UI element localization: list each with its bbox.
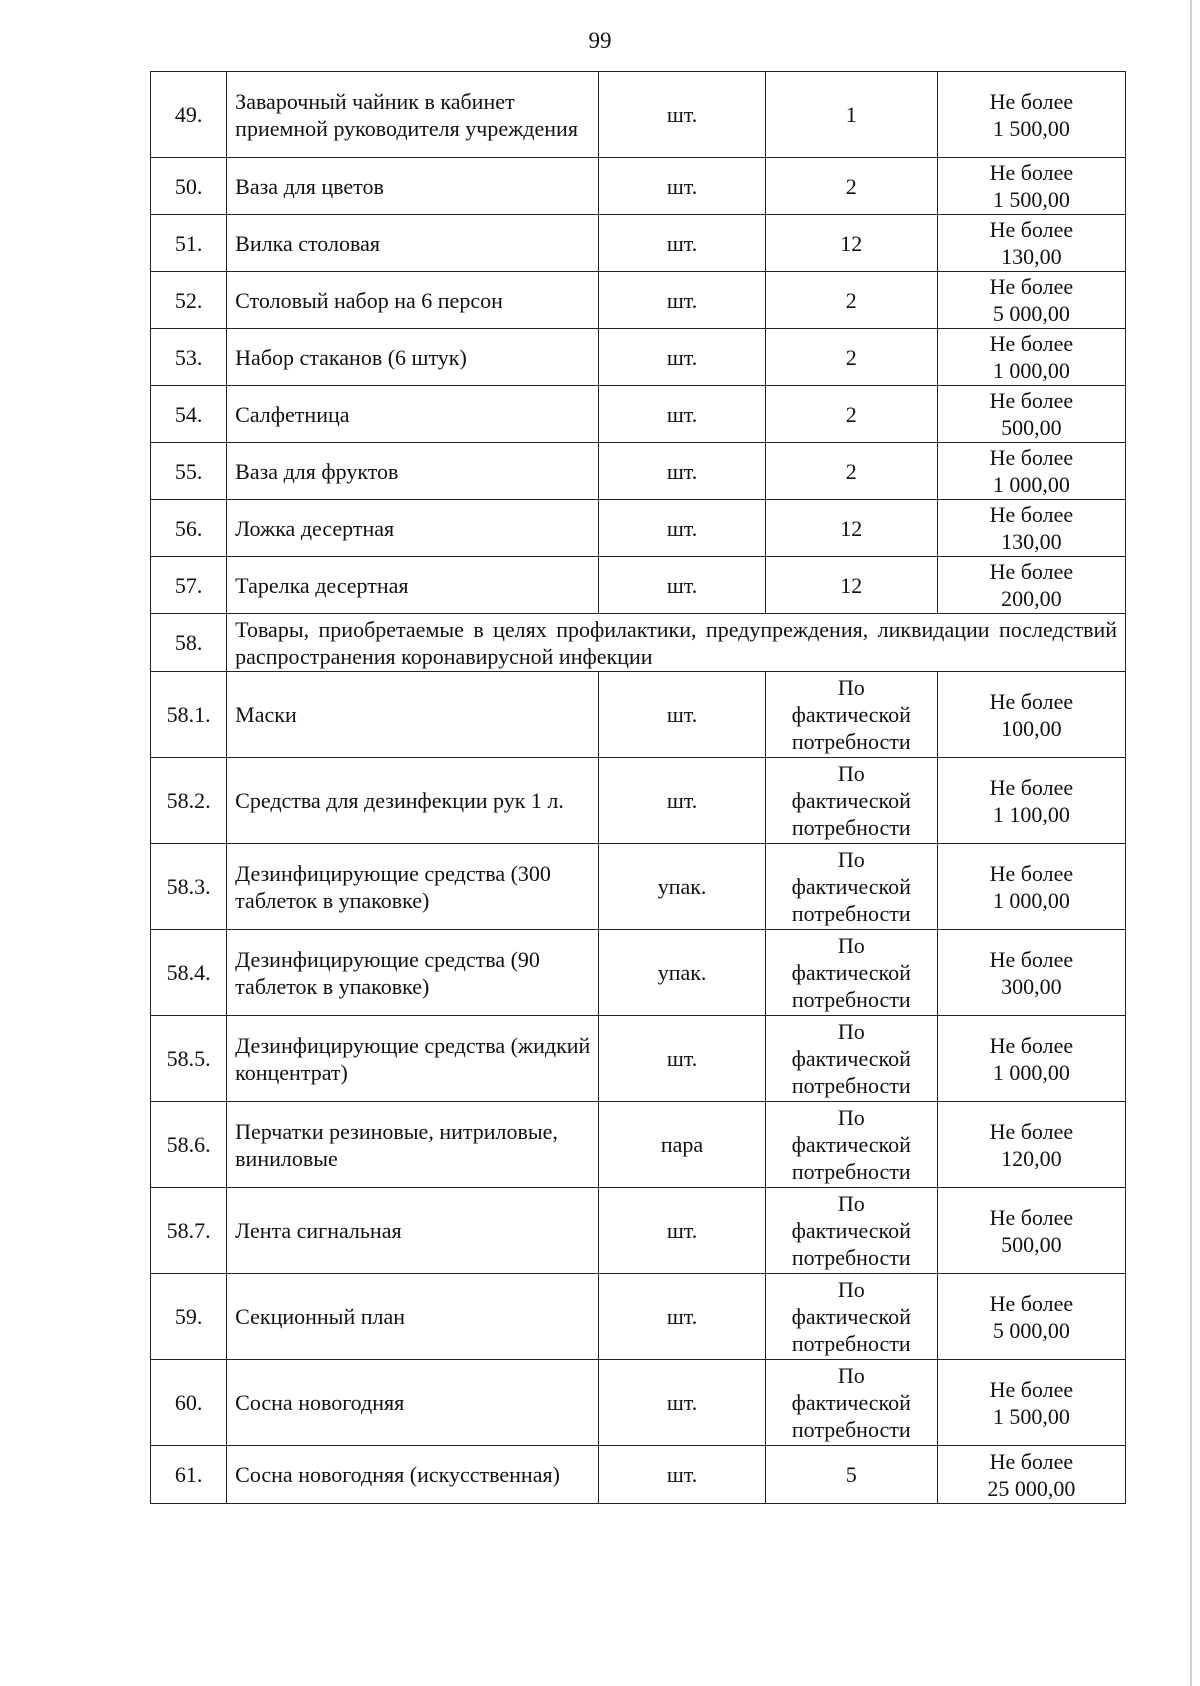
quantity-cell [765,1274,937,1360]
quantity: 2 [765,386,937,443]
row-number: 58.3. [151,844,227,930]
item-name: Столовый набор на 6 персон [227,272,599,329]
price-label: Не более [989,445,1074,470]
table-row [151,557,1126,614]
price-cell [937,672,1125,758]
row-number: 58.4. [151,930,227,1016]
item-name: Заварочный чайник в кабинет приемной руководителя учреждения [227,72,599,158]
price-label: Не более [989,274,1074,299]
quantity-line: фактической [791,788,911,813]
row-number: 57. [151,557,227,614]
unit: шт. [599,1274,765,1360]
quantity-line: фактической [791,1132,911,1157]
row-number: 50. [151,158,227,215]
section-row [151,614,1126,672]
price-table [150,71,1126,1504]
row-number: 52. [151,272,227,329]
price-value: 120,00 [1001,1145,1062,1171]
item-name: Средства для дезинфекции рук 1 л. [227,758,599,844]
quantity-line: потребности [791,1417,911,1442]
table-row [151,72,1126,158]
table-row [151,215,1126,272]
table-row [151,1274,1126,1360]
table-row [151,672,1126,758]
table-row [151,1102,1126,1188]
quantity-line: По [837,675,865,700]
row-number: 58.5. [151,1016,227,1102]
quantity-line: фактической [791,1218,911,1243]
unit: шт. [599,758,765,844]
unit: шт. [599,386,765,443]
price-cell [937,1188,1125,1274]
price-label: Не более [989,774,1074,800]
price-label: Не более [989,946,1074,972]
price-label: Не более [989,331,1074,356]
quantity-cell [765,1016,937,1102]
price-value: 130,00 [1001,244,1062,269]
price-label: Не более [989,388,1074,413]
price-cell [937,386,1125,443]
quantity-line: потребности [791,1073,911,1098]
table-row [151,500,1126,557]
quantity-line: фактической [791,1046,911,1071]
row-number: 58.7. [151,1188,227,1274]
quantity-cell [765,1360,937,1446]
row-number: 51. [151,215,227,272]
item-name: Маски [227,672,599,758]
unit: шт. [599,272,765,329]
quantity: 2 [765,443,937,500]
table-row [151,1188,1126,1274]
quantity-cell [765,1102,937,1188]
price-value: 1 500,00 [992,1403,1070,1429]
table-row [151,844,1126,930]
price-cell [937,930,1125,1016]
price-label: Не более [989,160,1074,185]
quantity-line: фактической [791,702,911,727]
quantity-line: потребности [791,987,911,1012]
table-row [151,443,1126,500]
quantity: 1 [765,72,937,158]
unit: шт. [599,1360,765,1446]
quantity-line: По [837,761,865,786]
quantity-line: потребности [791,1159,911,1184]
price-value: 200,00 [1001,586,1062,611]
quantity: 2 [765,272,937,329]
table-row [151,1016,1126,1102]
row-number: 58.2. [151,758,227,844]
price-label: Не более [989,1290,1074,1316]
price-value: 100,00 [1001,715,1062,741]
row-number: 58. [151,614,227,672]
item-name: Ваза для фруктов [227,443,599,500]
quantity-line: потребности [791,815,911,840]
unit: шт. [599,672,765,758]
item-name: Дезинфицирующие средства (300 таблеток в упаковке) [227,844,599,930]
item-name: Дезинфицирующие средства (жидкий концентрат) [227,1016,599,1102]
quantity: 12 [765,500,937,557]
item-name: Сосна новогодняя [227,1360,599,1446]
unit: шт. [599,72,765,158]
quantity-line: По [837,1105,865,1130]
table-row [151,386,1126,443]
price-label: Не более [989,688,1074,714]
item-name: Сосна новогодняя (искусственная) [227,1446,599,1504]
price-value: 1 000,00 [992,887,1070,913]
quantity-cell [765,758,937,844]
quantity-line: По [837,1363,865,1388]
price-cell [937,1102,1125,1188]
price-value: 25 000,00 [987,1475,1076,1501]
price-value: 1 500,00 [992,187,1070,212]
quantity-line: потребности [791,1331,911,1356]
quantity-cell [765,844,937,930]
quantity-line: потребности [791,901,911,926]
row-number: 49. [151,72,227,158]
item-name: Ваза для цветов [227,158,599,215]
row-number: 61. [151,1446,227,1504]
unit: упак. [599,844,765,930]
price-cell [937,72,1125,158]
price-value: 1 000,00 [992,472,1070,497]
unit: шт. [599,158,765,215]
item-name: Лента сигнальная [227,1188,599,1274]
price-cell [937,272,1125,329]
price-cell [937,844,1125,930]
price-cell [937,1360,1125,1446]
item-name: Салфетница [227,386,599,443]
price-label: Не более [989,1204,1074,1230]
price-label: Не более [989,1376,1074,1402]
unit: шт. [599,557,765,614]
quantity-line: потребности [791,1245,911,1270]
table-row [151,1360,1126,1446]
price-value: 5 000,00 [992,301,1070,326]
quantity-line: По [837,933,865,958]
item-name: Секционный план [227,1274,599,1360]
price-value: 500,00 [1001,415,1062,440]
item-name: Перчатки резиновые, нитриловые, виниловые [227,1102,599,1188]
table-row [151,329,1126,386]
price-cell [937,329,1125,386]
price-cell [937,1016,1125,1102]
quantity-line: фактической [791,874,911,899]
row-number: 58.6. [151,1102,227,1188]
price-value: 1 000,00 [992,358,1070,383]
price-value: 1 100,00 [992,801,1070,827]
item-name: Тарелка десертная [227,557,599,614]
price-cell [937,500,1125,557]
price-value: 1 500,00 [992,115,1070,141]
unit: шт. [599,1446,765,1504]
table-row [151,1446,1126,1504]
scan-edge-line [1190,0,1192,1686]
quantity-line: По [837,1277,865,1302]
quantity: 5 [765,1446,937,1504]
row-number: 60. [151,1360,227,1446]
price-cell [937,1446,1125,1504]
table-row [151,930,1126,1016]
price-label: Не более [989,1118,1074,1144]
price-value: 130,00 [1001,529,1062,554]
unit: шт. [599,1016,765,1102]
price-cell [937,443,1125,500]
price-label: Не более [989,1032,1074,1058]
quantity-line: фактической [791,960,911,985]
row-number: 55. [151,443,227,500]
table-row [151,758,1126,844]
item-name: Дезинфицирующие средства (90 таблеток в упаковке) [227,930,599,1016]
quantity-line: По [837,1191,865,1216]
row-number: 54. [151,386,227,443]
quantity: 2 [765,329,937,386]
unit: упак. [599,930,765,1016]
quantity: 2 [765,158,937,215]
row-number: 53. [151,329,227,386]
unit: шт. [599,500,765,557]
price-label: Не более [989,502,1074,527]
unit: пара [599,1102,765,1188]
price-value: 300,00 [1001,973,1062,999]
price-label: Не более [989,559,1074,584]
quantity-cell [765,672,937,758]
row-number: 59. [151,1274,227,1360]
section-title: Товары, приобретаемые в целях профилактики, предупреждения, ликвидации последствий распространения коронавирусной инфекции [227,614,1126,672]
item-name: Набор стаканов (6 штук) [227,329,599,386]
price-value: 1 000,00 [992,1059,1070,1085]
quantity: 12 [765,557,937,614]
quantity: 12 [765,215,937,272]
unit: шт. [599,443,765,500]
quantity-line: По [837,1019,865,1044]
row-number: 56. [151,500,227,557]
row-number: 58.1. [151,672,227,758]
price-label: Не более [989,88,1074,114]
quantity-line: фактической [791,1304,911,1329]
unit: шт. [599,329,765,386]
price-cell [937,158,1125,215]
table-row [151,158,1126,215]
page-number: 99 [588,28,612,53]
price-label: Не более [989,1448,1074,1474]
item-name: Ложка десертная [227,500,599,557]
price-cell [937,1274,1125,1360]
price-value: 500,00 [1001,1231,1062,1257]
price-label: Не более [989,217,1074,242]
price-cell [937,215,1125,272]
unit: шт. [599,1188,765,1274]
table-row [151,272,1126,329]
price-cell [937,758,1125,844]
price-label: Не более [989,860,1074,886]
quantity-line: По [837,847,865,872]
quantity-line: фактической [791,1390,911,1415]
quantity-cell [765,930,937,1016]
quantity-cell [765,1188,937,1274]
price-cell [937,557,1125,614]
unit: шт. [599,215,765,272]
price-value: 5 000,00 [992,1317,1070,1343]
item-name: Вилка столовая [227,215,599,272]
quantity-line: потребности [791,729,911,754]
